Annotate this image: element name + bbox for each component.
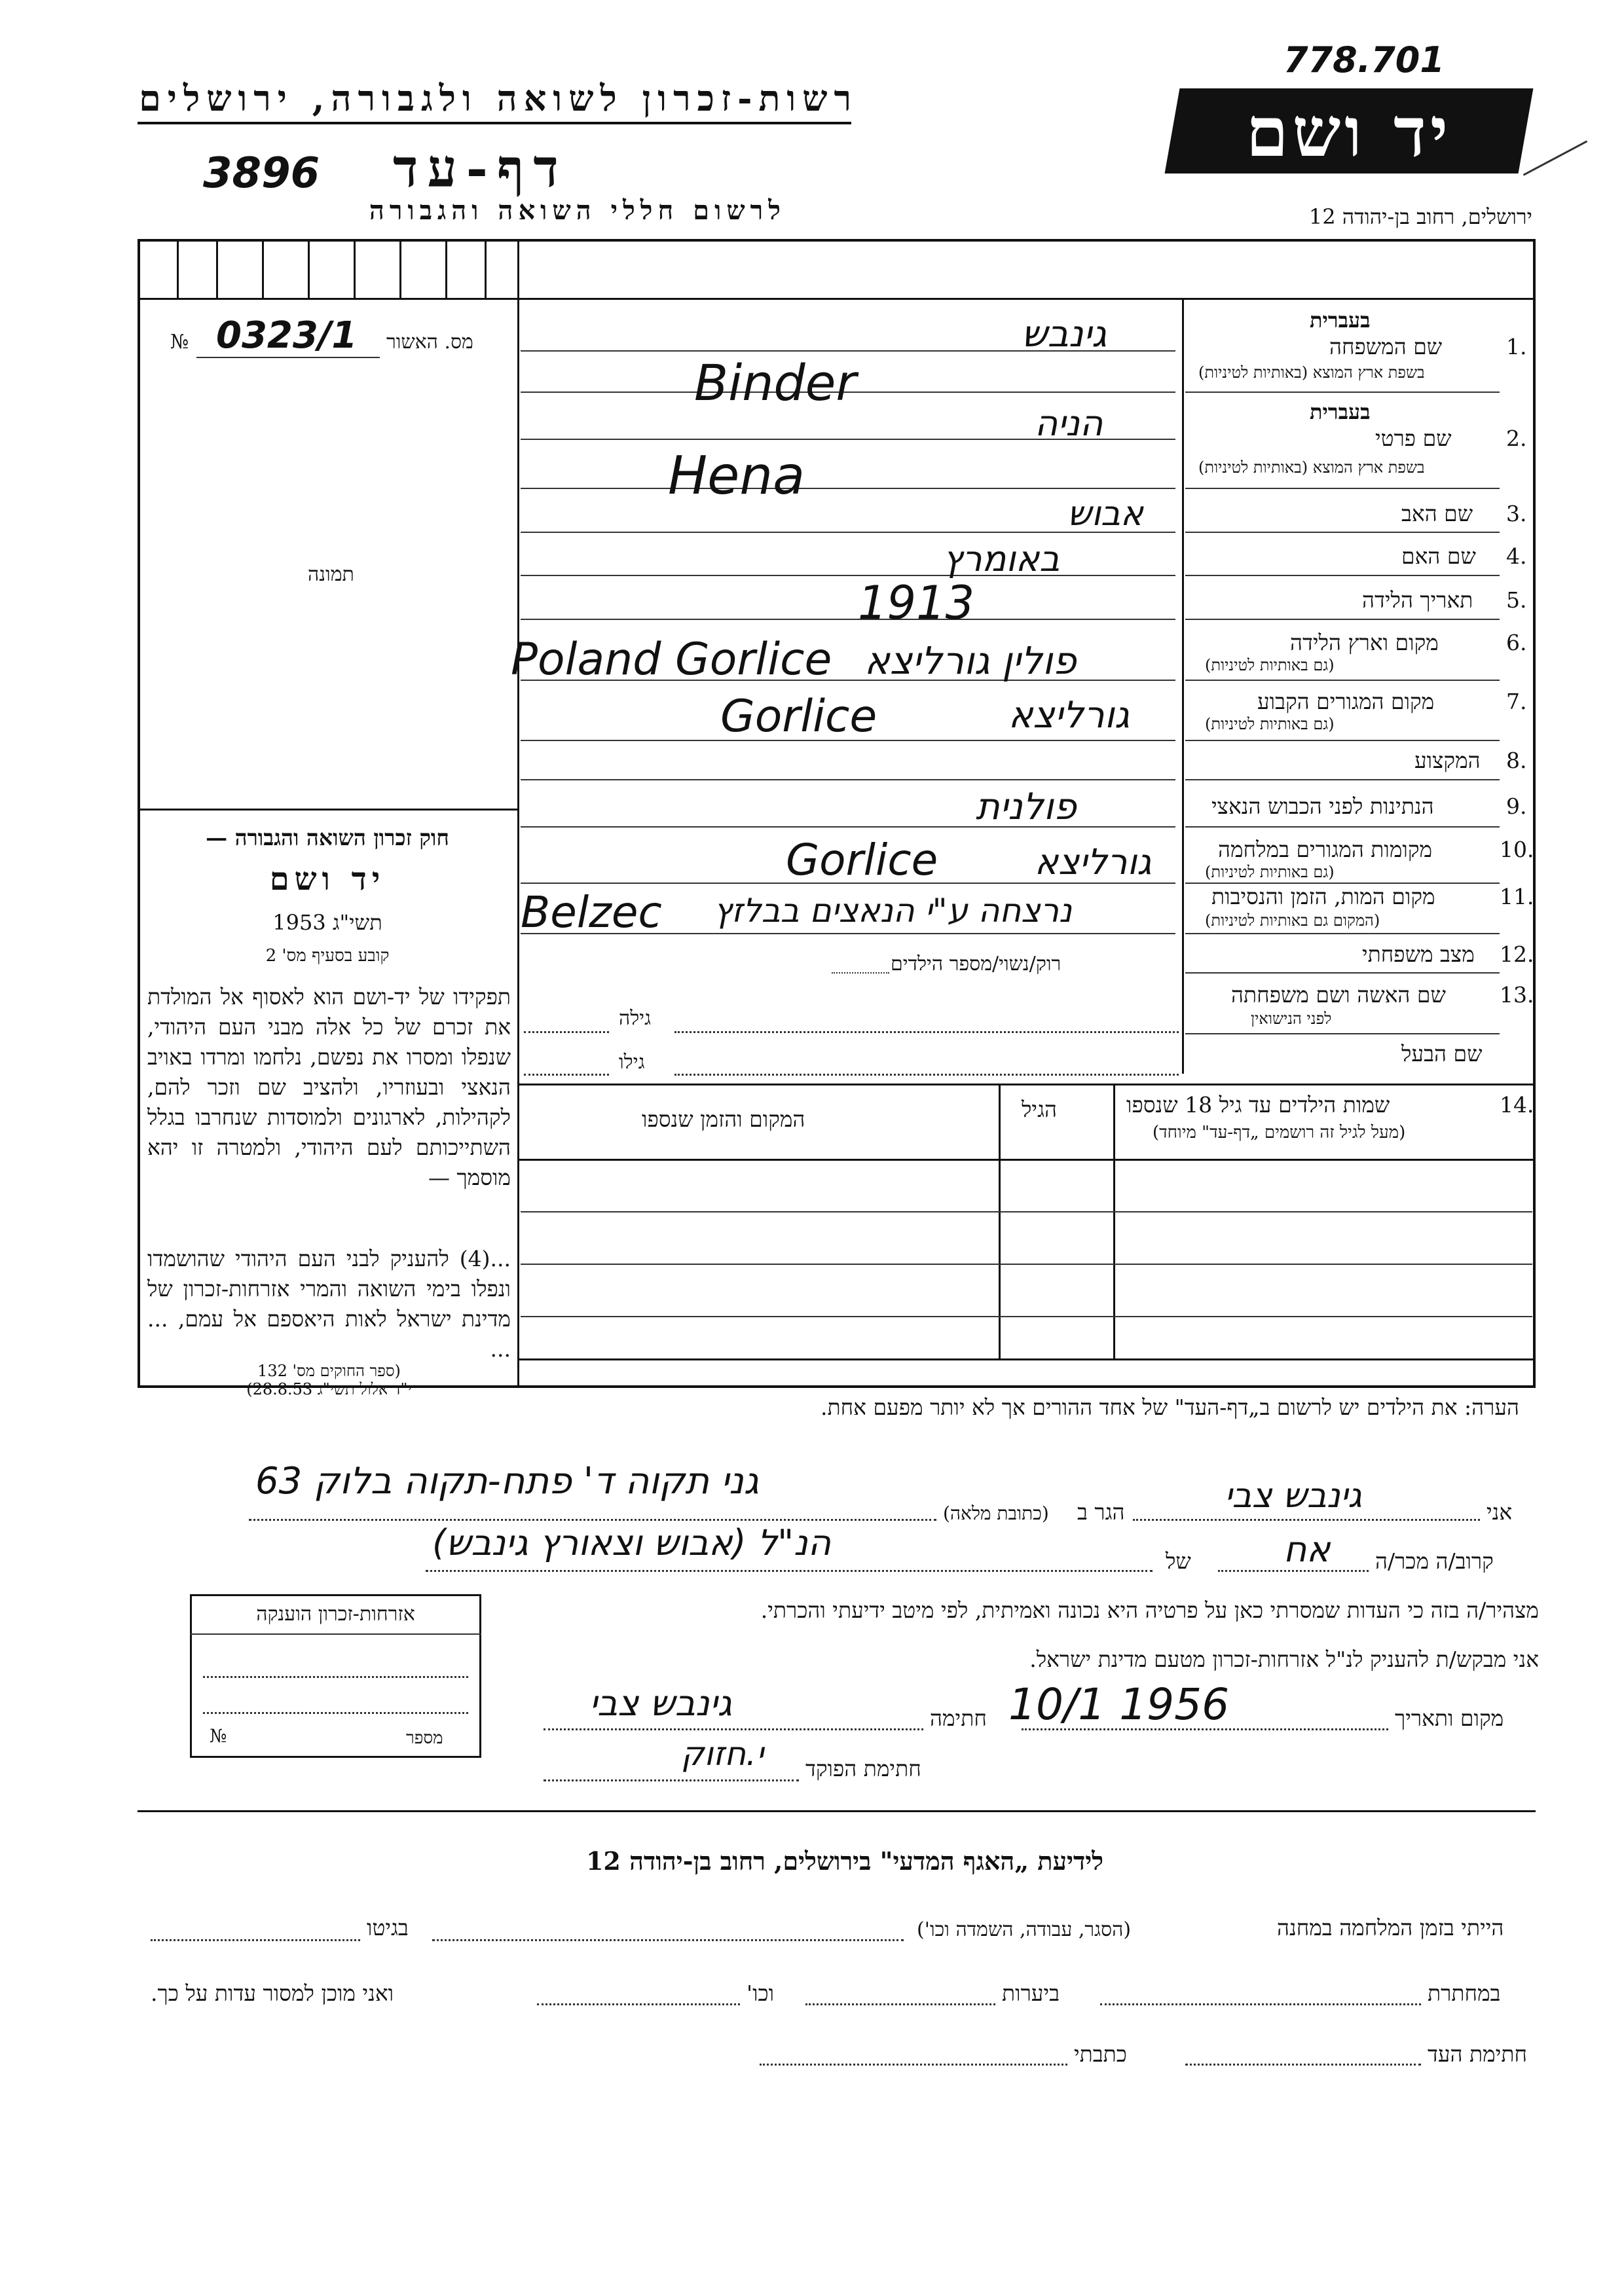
value-line bbox=[521, 619, 1175, 620]
declarant-name-value: גינבש צבי bbox=[1225, 1476, 1362, 1516]
box-dots bbox=[203, 1712, 468, 1714]
wife-age-dots bbox=[524, 1031, 609, 1033]
box-dots bbox=[203, 1676, 468, 1678]
strip-box-divider bbox=[262, 239, 264, 298]
box-title-line bbox=[190, 1633, 481, 1635]
row-divider bbox=[1185, 532, 1500, 533]
marital-details-label: רוק/נשוי/מספר הילדים bbox=[891, 953, 1061, 975]
witness-address-label: כתבתי bbox=[1074, 2041, 1127, 2067]
info-ghetto-label: בגיטו bbox=[367, 1915, 409, 1941]
children-row-line bbox=[521, 1211, 1532, 1212]
info-camp-types: (הסגר, עבודה, השמדה וכו') bbox=[917, 1918, 1132, 1941]
row-divider bbox=[1185, 779, 1500, 780]
value-line bbox=[521, 779, 1175, 780]
children-col-divider bbox=[999, 1084, 1001, 1358]
field-3-label: שם האב bbox=[1401, 501, 1473, 526]
strip-box-divider bbox=[445, 239, 447, 298]
children-row-line bbox=[521, 1316, 1532, 1317]
value-line bbox=[521, 575, 1175, 576]
box-number-label: מספר bbox=[406, 1728, 443, 1748]
label-column-divider bbox=[1182, 298, 1184, 1074]
residence-latin: Gorlice bbox=[720, 691, 877, 742]
resides-label: הגר ב bbox=[1077, 1499, 1125, 1525]
law-section: קובע בסעיף מס' 2 bbox=[265, 946, 390, 966]
signature-dots bbox=[544, 1728, 923, 1730]
field-4-label: שם האם bbox=[1401, 543, 1476, 569]
wife-age-label: גילה bbox=[619, 1007, 652, 1030]
address: ירושלים, רחוב בן-יהודה 12 bbox=[1308, 204, 1532, 229]
family-name-hebrew: גינבש bbox=[1022, 313, 1107, 355]
declarant-name-dots bbox=[1133, 1519, 1480, 1521]
children-note: הערה: את הילדים יש לרשום ב„דף-העד" של אחד ההורים אך לא יותר מפעם אחת. bbox=[821, 1394, 1519, 1420]
officer-signature-label: חתימת הפוקד bbox=[805, 1756, 921, 1781]
law-heading: חוק זכרון השואה והגבורה — bbox=[206, 825, 449, 850]
row-divider bbox=[1185, 972, 1500, 974]
date-value: 10/1 1956 bbox=[1008, 1679, 1230, 1730]
row-divider bbox=[1185, 740, 1500, 741]
birth-place-hebrew: פולין גורליצא bbox=[864, 638, 1077, 683]
field-13-label: שם האשה ושם משפחתה bbox=[1231, 982, 1446, 1008]
death-circumstances-hebrew: נרצחה ע"י הנאצים בבלזץ bbox=[714, 892, 1073, 930]
wartime-residence-hebrew: גורליצא bbox=[1035, 841, 1152, 883]
strip-box-divider bbox=[485, 239, 487, 298]
field-7-number: 7. bbox=[1506, 689, 1527, 714]
relation-label: קרוב/ה מכר/ה bbox=[1375, 1548, 1494, 1574]
declarant-address-value: גני תקוה ד' פתח-תקוה בלוק 63 bbox=[255, 1460, 759, 1503]
document-number: 3896 bbox=[203, 149, 320, 198]
officer-dots bbox=[544, 1779, 799, 1781]
info-willing-label: ואני מוכן למסור עדות על כך. bbox=[151, 1980, 394, 2006]
field-13-number: 13. bbox=[1500, 982, 1534, 1008]
box-no-symbol: № bbox=[210, 1725, 227, 1747]
row-divider bbox=[1185, 575, 1500, 576]
strip-box-divider bbox=[177, 239, 179, 298]
top-strip-divider bbox=[138, 298, 1536, 300]
law-source-1: (ספר החוקים מס' 132 bbox=[257, 1362, 401, 1380]
field-12-number: 12. bbox=[1500, 941, 1534, 967]
signature-value: גינבש צבי bbox=[589, 1683, 732, 1724]
place-date-label: מקום ותאריך bbox=[1395, 1705, 1504, 1731]
field-5-label: תאריך הלידה bbox=[1362, 587, 1473, 613]
strip-box-divider bbox=[354, 239, 356, 298]
citizenship-request: אני מבקש/ת להעניק לנ"ל אזרחות-זכרון מטעם מדינת ישראל. bbox=[1029, 1647, 1539, 1672]
corner-mark bbox=[1523, 140, 1588, 175]
children-table-bottom bbox=[517, 1358, 1536, 1360]
children-table-header-bottom bbox=[517, 1159, 1536, 1161]
husband-age-dots bbox=[524, 1074, 609, 1076]
organization-name: רשות-זכרון לשואה ולגבורה, ירושלים bbox=[139, 77, 858, 119]
husband-name-dots bbox=[674, 1074, 1179, 1076]
info-underground-label: במחתרת bbox=[1428, 1980, 1501, 2006]
strip-box-divider bbox=[216, 239, 218, 298]
children-col-divider bbox=[1113, 1084, 1115, 1358]
law-year: תשי"ג 1953 bbox=[272, 910, 382, 935]
row-divider bbox=[1185, 619, 1500, 620]
no-symbol: № bbox=[170, 331, 189, 354]
info-camp-label: הייתי בזמן המלחמה במחנה bbox=[1277, 1915, 1504, 1941]
photo-label: תמונה bbox=[308, 563, 354, 586]
info-underground-dots bbox=[1100, 2003, 1421, 2005]
birth-date-value: 1913 bbox=[858, 576, 975, 630]
declarant-i-label: אני bbox=[1486, 1499, 1513, 1525]
field-5-number: 5. bbox=[1506, 587, 1527, 613]
date-dots bbox=[1022, 1728, 1388, 1730]
family-name-latin: Binder bbox=[694, 354, 857, 412]
info-camp-dots bbox=[432, 1939, 904, 1941]
row-divider bbox=[1185, 680, 1500, 681]
marital-dots bbox=[832, 972, 889, 974]
value-line bbox=[521, 488, 1175, 489]
relation-of-label: של bbox=[1166, 1548, 1191, 1574]
signature-label: חתימה bbox=[930, 1705, 987, 1731]
father-name-value: אבוש bbox=[1067, 494, 1143, 534]
field-1-sublabel: בשפת ארץ המוצא (באותיות לטיניות) bbox=[1198, 363, 1425, 382]
children-row-line bbox=[521, 1264, 1532, 1265]
header-divider bbox=[138, 122, 851, 124]
info-etc-label: וכו' bbox=[747, 1980, 775, 2006]
row-divider bbox=[1185, 826, 1500, 828]
relation-value: אח bbox=[1283, 1529, 1331, 1570]
address-hint: (כתובת מלאה) bbox=[943, 1503, 1049, 1524]
corner-archive-number: 778.701 bbox=[1283, 39, 1445, 81]
law-paragraph-1: תפקידו של יד-ושם הוא לאסוף אל המולדת את זכרם של כל אלה מבני העם היהודי, שנפלו ומסרו את נפשם, נלחמו ומרדו באויב הנאצי ובעוזריו, ולהציב שם וזכר להם, לקהילות, לארגונים ולמוסדות שנחרבו בגלל השתייכותם לעם היהודי, ולמטרה זו יהא מוסמך — bbox=[147, 984, 511, 1190]
field-1-number: 1. bbox=[1506, 334, 1527, 359]
field-7-sublabel: (גם באותיות לטיניות) bbox=[1205, 715, 1335, 733]
first-name-hebrew: הניה bbox=[1035, 403, 1103, 444]
field-1-hebrew-tag: בעברית bbox=[1310, 308, 1371, 333]
info-forests-dots bbox=[805, 2003, 995, 2005]
children-col-place: המקום והזמן שנספו bbox=[642, 1106, 805, 1132]
birth-place-latin: Poland Gorlice bbox=[511, 634, 832, 685]
field-6-sublabel: (גם באותיות לטיניות) bbox=[1205, 656, 1335, 674]
field-13-sublabel: לפני הנישואין bbox=[1251, 1010, 1332, 1028]
relation-dots bbox=[1218, 1570, 1369, 1572]
info-ghetto-dots bbox=[151, 1939, 360, 1941]
field-11-sublabel: (המקום גם באותיות לטיניות) bbox=[1205, 911, 1380, 930]
field-10-label: מקומות המגורים במלחמה bbox=[1218, 837, 1433, 862]
relation-of-dots bbox=[426, 1570, 1153, 1572]
field-6-number: 6. bbox=[1506, 630, 1527, 655]
bottom-section-divider bbox=[138, 1810, 1536, 1812]
children-col-age: הגיל bbox=[1022, 1097, 1057, 1122]
wartime-residence-latin: Gorlice bbox=[786, 835, 938, 885]
row-divider bbox=[1185, 488, 1500, 489]
page-subtitle: לרשום חללי השואה והגבורה bbox=[369, 195, 786, 226]
info-etc-dots bbox=[537, 2003, 740, 2005]
row-divider bbox=[1185, 392, 1500, 393]
field-7-label: מקום המגורים הקבוע bbox=[1257, 689, 1435, 714]
witness-signature-dots bbox=[1185, 2064, 1421, 2066]
logo-text: יד ושם bbox=[1246, 92, 1452, 172]
law-name: יד ושם bbox=[269, 861, 386, 898]
relation-of-value: (אבוש וצאורץ גינבש) הנ"ל bbox=[432, 1522, 831, 1563]
children-table-top bbox=[517, 1084, 1536, 1085]
field-4-number: 4. bbox=[1506, 543, 1527, 569]
page-title: דף-עד bbox=[393, 137, 568, 199]
field-9-number: 9. bbox=[1506, 793, 1527, 819]
husband-age-label: גילו bbox=[619, 1051, 645, 1074]
declaration-statement: מצהיר/ה בזה כי העדות שמסרתי כאן על פרטיה היא נכונה ואמיתית, לפי מיטב ידיעתי והכרתי. bbox=[760, 1597, 1539, 1623]
row-divider bbox=[1185, 1033, 1500, 1034]
field-2-hebrew-tag: בעברית bbox=[1310, 399, 1371, 424]
field-8-label: המקצוע bbox=[1414, 748, 1481, 773]
children-sublabel: (מעל לגיל זה רושמים „דף-עד" מיוחד) bbox=[1153, 1123, 1406, 1142]
witness-signature-label: חתימת העד bbox=[1428, 2041, 1528, 2067]
officer-signature-value: י.חזוק bbox=[681, 1735, 764, 1773]
strip-box-divider bbox=[308, 239, 310, 298]
death-place-latin: Belzec bbox=[521, 887, 662, 938]
row-divider bbox=[1185, 933, 1500, 934]
approval-number-value: 0323/1 bbox=[216, 314, 358, 357]
field-6-label: מקום וארץ הלידה bbox=[1290, 630, 1439, 655]
info-forests-label: ביערות bbox=[1002, 1980, 1060, 2006]
field-9-label: הנתינות לפני הכבוש הנאצי bbox=[1211, 793, 1434, 819]
wife-name-dots bbox=[674, 1031, 1179, 1033]
field-14-number: 14. bbox=[1500, 1092, 1534, 1118]
left-column-divider bbox=[517, 239, 519, 1388]
law-source-2: י"ד אלול תשי"ג 28.8.53) bbox=[246, 1380, 412, 1398]
field-10-sublabel: (גם באותיות לטיניות) bbox=[1205, 863, 1335, 881]
value-line bbox=[521, 826, 1175, 828]
field-2-sublabel: בשפת ארץ המוצא (באותיות לטיניות) bbox=[1198, 458, 1425, 477]
field-1-label: שם המשפחה bbox=[1329, 334, 1443, 359]
strip-box-divider bbox=[399, 239, 401, 298]
witness-address-dots bbox=[760, 2064, 1067, 2066]
children-label: שמות הילדים עד גיל 18 שנספו bbox=[1126, 1092, 1390, 1118]
field-11-label: מקום המות, הזמן והנסיבות bbox=[1211, 884, 1435, 909]
nationality-value: פולנית bbox=[976, 786, 1077, 828]
field-12-label: מצב משפחתי bbox=[1362, 941, 1475, 967]
field-2-label: שם פרטי bbox=[1375, 426, 1452, 451]
field-11-number: 11. bbox=[1500, 884, 1534, 909]
law-paragraph-2: ...(4) להעניק לבני העם היהודי שהושמדו ונפלו בימי השואה והמרי אזרחות-זכרון של מדינת ישראל לאות היאספם אל עמם, ... ... bbox=[147, 1246, 511, 1362]
address-dots bbox=[249, 1519, 936, 1521]
approval-number-label: מס. האשור bbox=[386, 331, 473, 354]
field-8-number: 8. bbox=[1506, 748, 1527, 773]
first-name-latin: Hena bbox=[668, 445, 805, 506]
field-3-number: 3. bbox=[1506, 501, 1527, 526]
field-10-number: 10. bbox=[1500, 837, 1534, 862]
field-2-number: 2. bbox=[1506, 426, 1527, 451]
info-title: לידיעת „האגף המדעי" בירושלים, רחוב בן-יהודה 12 bbox=[585, 1846, 1104, 1876]
approval-line bbox=[196, 357, 380, 358]
husband-name-label: שם הבעל bbox=[1401, 1041, 1483, 1066]
photo-divider bbox=[138, 809, 517, 811]
citizenship-box-title: אזרחות-זכרון הוענקה bbox=[256, 1603, 415, 1626]
residence-hebrew: גורליצא bbox=[1008, 694, 1130, 737]
mother-name-value: באומרץ bbox=[943, 538, 1060, 579]
